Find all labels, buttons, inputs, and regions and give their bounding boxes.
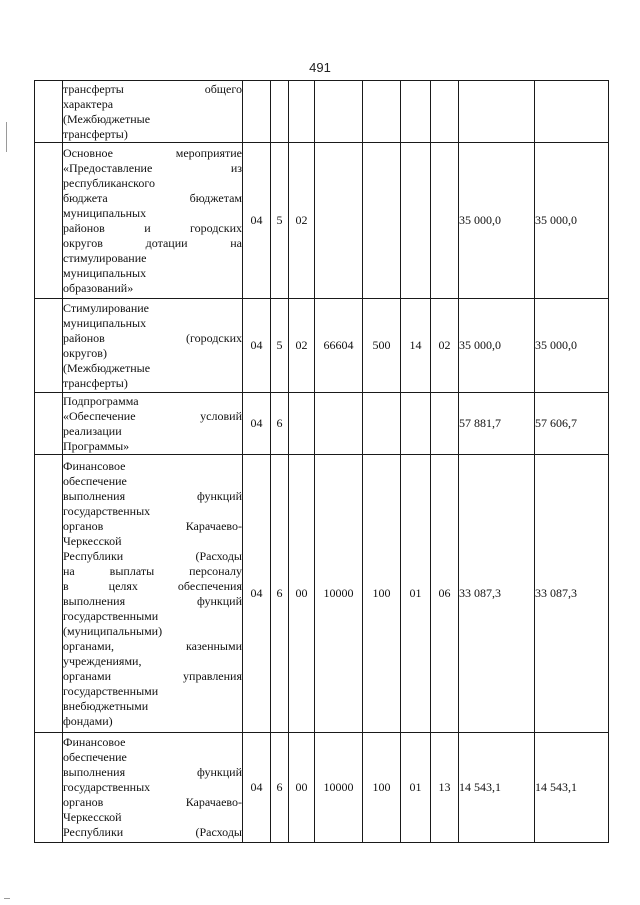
row-spacer-cell: [35, 455, 63, 733]
description-line: органами управления: [63, 668, 242, 683]
description-line: трансферты): [63, 375, 128, 390]
row-spacer-cell: [35, 143, 63, 299]
description-cell: [63, 81, 243, 143]
code-cell: 02: [289, 299, 315, 393]
budget-table: [34, 80, 609, 843]
code-cell: 100: [363, 733, 401, 843]
description-line: выполнения функций: [63, 765, 242, 779]
scan-mark-left: [6, 122, 7, 152]
description-line: Финансовое: [63, 458, 126, 473]
description-line: внебюджетными: [63, 698, 149, 713]
code-cell: [363, 81, 401, 143]
description-line: фондами): [63, 713, 113, 728]
description-line: (Межбюджетные: [63, 111, 151, 126]
description-line: округов дотации на: [63, 235, 242, 250]
table-row: [35, 733, 609, 843]
row-spacer-cell: [35, 81, 63, 143]
description-cell: [63, 455, 243, 733]
description-line: учреждениями,: [63, 653, 142, 668]
amount-cell: 57 606,7: [535, 393, 609, 455]
code-cell: 01: [401, 455, 431, 733]
description-line: муниципальных: [63, 265, 147, 280]
description-line: Республики (Расходы: [63, 825, 242, 839]
code-cell: 01: [401, 733, 431, 843]
description-line: государственными: [63, 608, 159, 623]
amount-cell: 57 881,7: [459, 393, 535, 455]
code-cell: [271, 81, 289, 143]
code-cell: 10000: [315, 733, 363, 843]
description-line: органами, казенными: [63, 638, 242, 653]
description-line: обеспечение: [63, 473, 127, 488]
code-cell: [243, 81, 271, 143]
code-cell: 04: [243, 143, 271, 299]
table-row: [35, 393, 609, 455]
code-cell: 66604: [315, 299, 363, 393]
amount-cell: 35 000,0: [535, 299, 609, 393]
table-row: [35, 81, 609, 143]
description-cell: [63, 393, 243, 455]
code-cell: 100: [363, 455, 401, 733]
description-line: Стимулирование: [63, 300, 149, 315]
table-row: [35, 455, 609, 733]
code-cell: 5: [271, 143, 289, 299]
code-cell: [431, 143, 459, 299]
description-line: районов и городских: [63, 220, 242, 235]
code-cell: 06: [431, 455, 459, 733]
code-cell: [315, 81, 363, 143]
row-spacer-cell: [35, 299, 63, 393]
description-line: образований»: [63, 280, 134, 295]
description-line: государственных: [63, 780, 151, 794]
description-line: (муниципальными): [63, 623, 163, 638]
description-line: государственными: [63, 683, 159, 698]
row-spacer-cell: [35, 393, 63, 455]
code-cell: [431, 393, 459, 455]
code-cell: [289, 393, 315, 455]
description-line: органов Карачаево-: [63, 795, 242, 809]
amount-cell: 33 087,3: [535, 455, 609, 733]
description-line: муниципальных: [63, 205, 147, 220]
description-line: Республики (Расходы: [63, 548, 242, 563]
description-cell: [63, 733, 243, 843]
amount-cell: [459, 81, 535, 143]
description-line: Черкесской: [63, 810, 122, 824]
amount-cell: 35 000,0: [535, 143, 609, 299]
description-line: трансферты): [63, 126, 128, 141]
code-cell: [363, 143, 401, 299]
amount-cell: 14 543,1: [459, 733, 535, 843]
code-cell: 6: [271, 455, 289, 733]
code-cell: 10000: [315, 455, 363, 733]
code-cell: [401, 143, 431, 299]
description-line: Программы»: [63, 438, 130, 453]
table-row: [35, 299, 609, 393]
code-cell: [401, 81, 431, 143]
description-cell: [63, 143, 243, 299]
code-cell: 02: [431, 299, 459, 393]
description-line: Черкесской: [63, 533, 122, 548]
description-line: органов Карачаево-: [63, 518, 242, 533]
description-line: бюджета бюджетам: [63, 190, 242, 205]
table-row: [35, 143, 609, 299]
code-cell: [289, 81, 315, 143]
description-line: (Межбюджетные: [63, 360, 151, 375]
code-cell: [363, 393, 401, 455]
scan-mark-bottom: [4, 898, 10, 899]
description-line: округов): [63, 345, 107, 360]
code-cell: 6: [271, 393, 289, 455]
code-cell: 00: [289, 733, 315, 843]
description-cell: [63, 299, 243, 393]
description-line: в целях обеспечения: [63, 578, 242, 593]
description-line: Подпрограмма: [63, 393, 139, 408]
amount-cell: 35 000,0: [459, 299, 535, 393]
code-cell: 500: [363, 299, 401, 393]
code-cell: 02: [289, 143, 315, 299]
description-line: районов (городских: [63, 330, 242, 345]
code-cell: [401, 393, 431, 455]
amount-cell: 14 543,1: [535, 733, 609, 843]
code-cell: 5: [271, 299, 289, 393]
description-line: государственных: [63, 503, 151, 518]
code-cell: 6: [271, 733, 289, 843]
amount-cell: 33 087,3: [459, 455, 535, 733]
code-cell: 04: [243, 733, 271, 843]
description-line: «Обеспечение условий: [63, 408, 242, 423]
amount-cell: [535, 81, 609, 143]
code-cell: 13: [431, 733, 459, 843]
row-spacer-cell: [35, 733, 63, 843]
code-cell: 04: [243, 455, 271, 733]
amount-cell: 35 000,0: [459, 143, 535, 299]
code-cell: 00: [289, 455, 315, 733]
description-line: стимулирование: [63, 250, 147, 265]
page-number: 491: [309, 60, 331, 75]
description-line: на выплаты персоналу: [63, 563, 242, 578]
code-cell: 04: [243, 299, 271, 393]
code-cell: 14: [401, 299, 431, 393]
code-cell: [315, 143, 363, 299]
description-line: обеспечение: [63, 750, 127, 764]
code-cell: [431, 81, 459, 143]
code-cell: [315, 393, 363, 455]
description-line: «Предоставление из: [63, 160, 242, 175]
description-line: трансферты общего: [63, 81, 242, 96]
description-line: Финансовое: [63, 735, 126, 749]
description-line: реализации: [63, 423, 122, 438]
description-line: муниципальных: [63, 315, 147, 330]
description-line: выполнения функций: [63, 488, 242, 503]
code-cell: 04: [243, 393, 271, 455]
description-line: выполнения функций: [63, 593, 242, 608]
description-line: Основное мероприятие: [63, 145, 242, 160]
description-line: республиканского: [63, 175, 155, 190]
description-line: характера: [63, 96, 114, 111]
